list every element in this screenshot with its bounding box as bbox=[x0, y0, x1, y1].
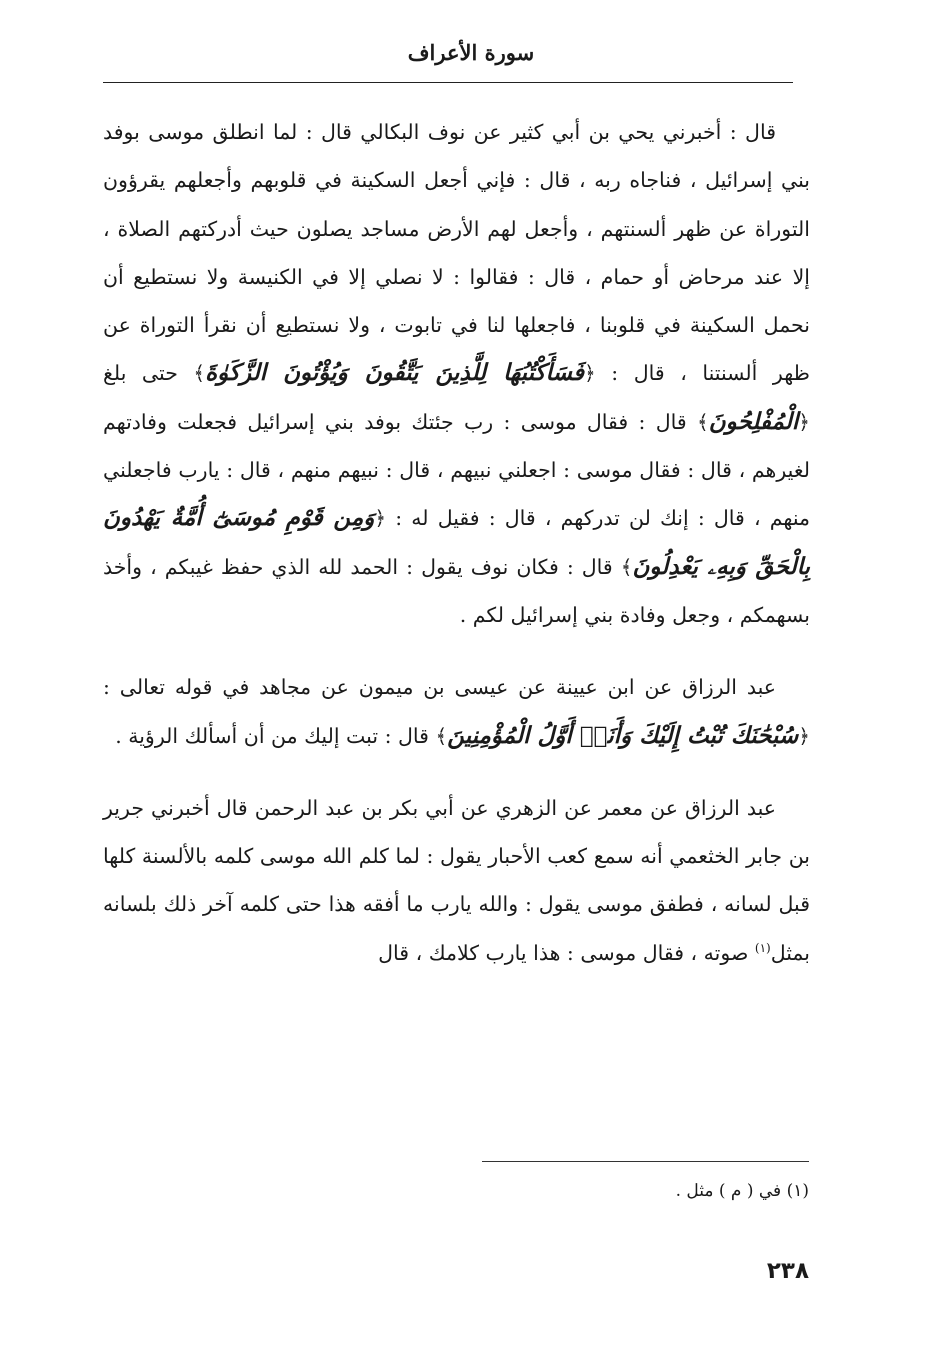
quran-bracket-open: ﴿ bbox=[374, 506, 387, 531]
quran-bracket-open: ﴿ bbox=[584, 361, 596, 386]
paragraph-3 bbox=[103, 784, 810, 977]
paragraph-3-text-b: صوته ، فقال موسى : هذا يارب كلامك ، قال bbox=[378, 940, 749, 965]
quran-bracket-close: ﴾ bbox=[435, 723, 448, 748]
quran-bracket-close: ﴾ bbox=[193, 361, 206, 386]
footnote-divider bbox=[482, 1161, 809, 1162]
page-number: ٢٣٨ bbox=[766, 1258, 809, 1284]
quran-bracket-close: ﴾ bbox=[696, 409, 709, 434]
quran-verse-3: وَمِن قَوْمِ مُوسَىٰٓ أُمَّةٌ يَهْدُونَ بِالْحَقِّ وَبِهِۦ يَعْدِلُونَ bbox=[103, 504, 810, 580]
quran-verse-1: فَسَأَكْتُبُهَا لِلَّذِينَ يَتَّقُونَ وَيُؤْتُونَ الزَّكَوٰةَ bbox=[205, 359, 585, 387]
running-head-surah-title: سورة الأعراف bbox=[407, 40, 535, 65]
quran-verse-2: الْمُفْلِحُونَ bbox=[708, 407, 799, 435]
main-text bbox=[103, 108, 810, 977]
paragraph-2-text-a: عبد الرزاق عن ابن عيينة عن عيسى بن ميمون عن مجاهد في قوله تعالى : bbox=[103, 675, 776, 700]
footnote: (١) في ( م ) مثل . bbox=[675, 1181, 809, 1201]
paragraph-1-text-b: حتى بلغ bbox=[103, 361, 178, 386]
paragraph-3-text-a: عبد الرزاق عن معمر عن الزهري عن أبي بكر بن عبد الرحمن قال أخبرني جرير بن جابر الخثعمي أنه سمع كعب الأحبار يقول : لما كلم الله موسى كلمه بالألسنة كلها قبل لسانه ، فطفق موسى يقول : والله يارب ما أفقه هذا حتى كلمه آخر ذلك بلسانه بمثل bbox=[103, 795, 810, 965]
paragraph-2 bbox=[103, 663, 810, 760]
paragraph-1-text-a: قال : أخبرني يحي بن أبي كثير عن نوف البكالي قال : لما انطلق موسى بوفد بني إسرائيل ، فناجاه ربه ، قال : فإني أجعل السكينة في قلوبهم وأجعلهم يقرؤون التوراة عن ظهر ألسنتهم ، وأجعل لهم الأرض مساجد يصلون حيث أدركتهم الصلاة ، إلا عند مرحاض أو حمام ، قال : فقالوا : لا نصلي إلا في الكنيسة ولا نستطيع أن نحمل السكينة في قلوبنا ، فاجعلها لنا في تابوت ، ولا نستطيع أن نقرأ التوراة عن ظهر ألسنتنا ، قال : bbox=[103, 120, 810, 386]
paragraph-1-text-d: قال : فكان نوف يقول : الحمد لله الذي حفظ غيبكم ، وأخذ بسهمكم ، وجعل وفادة بني إسرائيل لكم . bbox=[103, 554, 810, 627]
quran-bracket-open: ﴿ bbox=[798, 723, 810, 748]
header-divider bbox=[103, 82, 793, 83]
quran-bracket-close: ﴾ bbox=[620, 554, 633, 579]
paragraph-1 bbox=[103, 108, 810, 639]
footnote-marker[interactable]: (١) bbox=[754, 940, 771, 955]
paragraph-2-text-b: قال : تبت إليك من أن أسألك الرؤية . bbox=[115, 723, 429, 748]
quran-bracket-open: ﴿ bbox=[798, 409, 810, 434]
paragraph-1-text-c: قال : فقال موسى : رب جئتك بوفد بني إسرائيل فجعلت وفادتهم لغيرهم ، قال : فقال موسى : اجعلني نبيهم ، قال : نبيهم منهم ، قال : يارب فاجعلني منهم ، قال : إنك لن تدركهم ، قال : فقيل له : bbox=[103, 409, 810, 531]
quran-verse-4: سُبْحَٰنَكَ تُبْتُ إِلَيْكَ وَأَنَا۠ أَوَّلُ الْمُؤْمِنِينَ bbox=[447, 721, 799, 749]
